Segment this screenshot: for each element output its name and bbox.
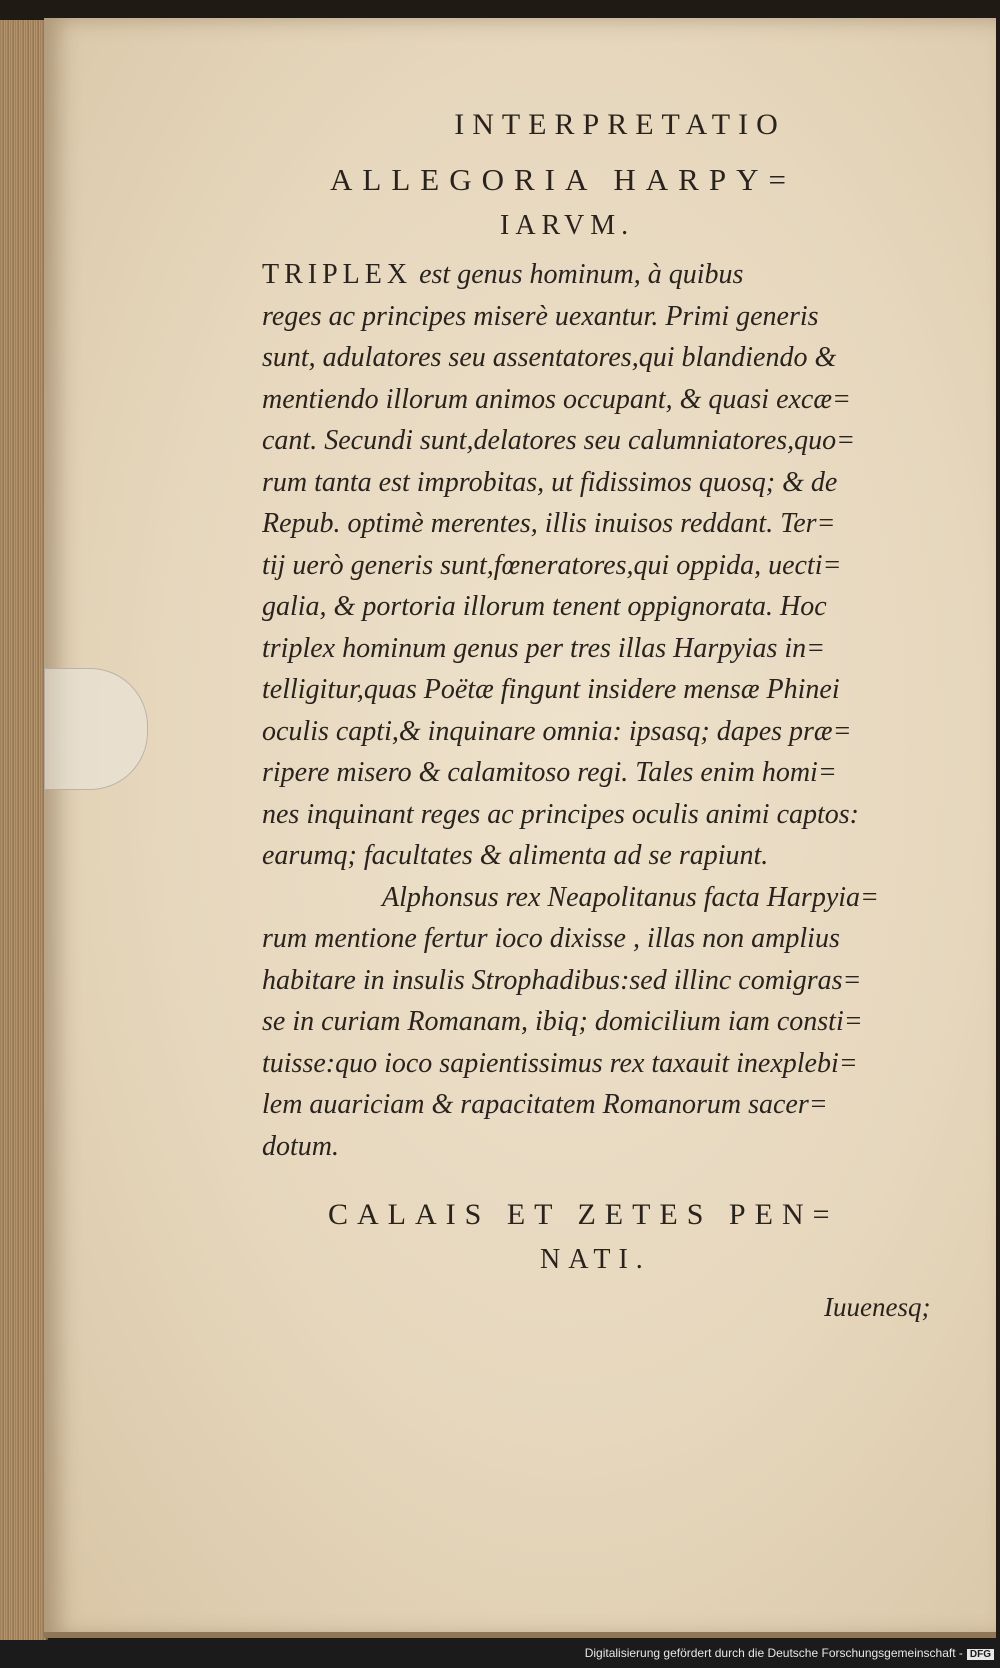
text-line: lem auariciam & rapacitatem Romanorum sacer=: [262, 1089, 828, 1120]
text-line: dotum.: [262, 1130, 339, 1162]
text-line: ripere misero & calamitoso regi. Tales enim homi=: [262, 757, 837, 788]
text-line: reges ac principes miserè uexantur. Primi generis: [262, 300, 819, 332]
credit-text: Digitalisierung gefördert durch die Deutsche Forschungsgemeinschaft -: [584, 1646, 963, 1660]
text-line: tij uerò generis sunt,fœneratores,qui oppida, uecti=: [262, 549, 842, 581]
body-text: [262, 254, 972, 1167]
page-bottom-edge: [44, 1632, 996, 1638]
text-line: cant. Secundi sunt,delatores seu calumniatores,quo=: [262, 425, 856, 456]
text-line: earumq; facultates & alimenta ad se rapiunt.: [262, 840, 769, 871]
text-line: rum mentione fertur ioco dixisse , illas non amplius: [262, 923, 840, 954]
book-page-edges: [0, 20, 48, 1640]
running-head: INTERPRETATIO: [454, 108, 786, 141]
section-title-line-2: IARVM.: [500, 210, 635, 241]
text-line: rum tanta est improbitas, ut fidissimos quosq; & de: [262, 466, 838, 498]
digitization-credit: [582, 1646, 994, 1660]
section-heading-line-2: NATI.: [540, 1244, 651, 1275]
text-line: Alphonsus rex Neapolitanus facta Harpyia=: [382, 881, 879, 913]
page-clip: [44, 668, 148, 790]
section-title-line-1: ALLEGORIA HARPY=: [330, 162, 796, 197]
text-line: tuisse:quo ioco sapientissimus rex taxauit inexplebi=: [262, 1047, 858, 1079]
text-line: [262, 254, 972, 296]
catchword: Iuuenesq;: [824, 1292, 931, 1322]
text-line: galia, & portoria illorum tenent oppignorata. Hoc: [262, 591, 827, 622]
line-text: est genus hominum, à quibus: [412, 259, 744, 290]
text-line: triplex hominum genus per tres illas Harpyias in=: [262, 632, 826, 664]
text-line: habitare in insulis Strophadibus:sed illinc comigras=: [262, 964, 862, 996]
text-line: oculis capti,& inquinare omnia: ipsasq; dapes præ=: [262, 715, 852, 747]
initial-caps: TRIPLEX: [262, 259, 413, 290]
section-heading-line-1: CALAIS ET ZETES PEN=: [328, 1198, 839, 1231]
text-line: telligitur,quas Poëtæ fingunt insidere mensæ Phinei: [262, 674, 840, 705]
text-line: mentiendo illorum animos occupant, & quasi excæ=: [262, 383, 851, 415]
text-line: Repub. optimè merentes, illis inuisos reddant. Ter=: [262, 508, 836, 539]
dfg-logo: DFG: [967, 1649, 994, 1660]
text-line: sunt, adulatores seu assentatores,qui blandiendo &: [262, 342, 837, 373]
text-line: se in curiam Romanam, ibiq; domicilium iam consti=: [262, 1006, 863, 1037]
text-line: nes inquinant reges ac principes oculis animi captos:: [262, 798, 859, 830]
